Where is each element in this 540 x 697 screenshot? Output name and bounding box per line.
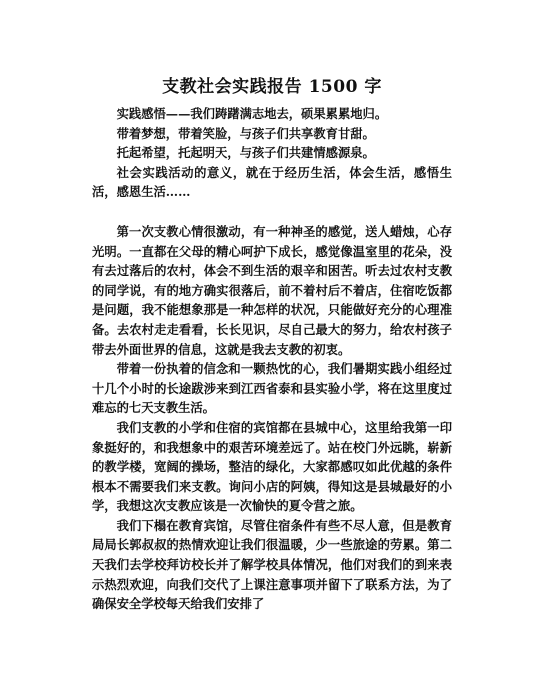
intro-line: 实践感悟——我们踌躇满志地去，硕果累累地归。 [116,106,388,121]
intro-line: 社会实践活动的意义，就在于经历生活，体会生活，感悟生活，感恩生活…… [92,164,452,200]
body-paragraph: 我们支教的小学和住宿的宾馆都在县城中心，这里给我第一印象挺好的，和我想象中的艰苦环境差远了。站在校门外远眺，崭新的教学楼，宽阔的操场，整洁的绿化，大家都感叹如此优越的条件根本不需要我们来支教。询问小店的阿姨，得知这是县城最好的小学，我想这次支教应该是一次愉快的夏令营之旅。 [92,419,452,514]
document-content [92,76,452,614]
body-paragraph: 带着一份执着的信念和一颗热忱的心，我们暑期实践小组经过十几个小时的长途跋涉来到江西省泰和县实验小学，将在这里度过难忘的七天支教生活。 [92,361,452,416]
document-title: 支教社会实践报告 1500 字 [162,77,382,97]
body-paragraph: 第一次支教心情很激动，有一种神圣的感觉，送人蜡烛，心存光明。一直都在父母的精心呵护下成长，感觉像温室里的花朵，没有去过落后的农村，体会不到生活的艰辛和困苦。听去过农村支教的同学说，有的地方确实很落后，前不着村后不着店，住宿吃饭都是问题，我不能想象那是一种怎样的状况，只能做好充分的心理准备。去农村走走看看，长长见识，尽自己最大的努力，给农村孩子带去外面世界的信息，这就是我去支教的初衷。 [92,223,452,357]
body-paragraph: 我们下榻在教育宾馆，尽管住宿条件有些不尽人意，但是教育局局长郭叔叔的热情欢迎让我们很温暖，少一些旅途的劳累。第二天我们去学校拜访校长并了解学校具体情况，他们对我们的到来表示热烈欢迎，向我们交代了上课注意事项并留下了联系方法，为了确保安全学校每天给我们安排了 [92,517,452,612]
paragraph-gap [92,202,452,222]
intro-line: 托起希望，托起明天，与孩子们共建情感源泉。 [116,145,375,161]
intro-line: 带着梦想，带着笑脸，与孩子们共享教育甘甜。 [116,125,375,141]
